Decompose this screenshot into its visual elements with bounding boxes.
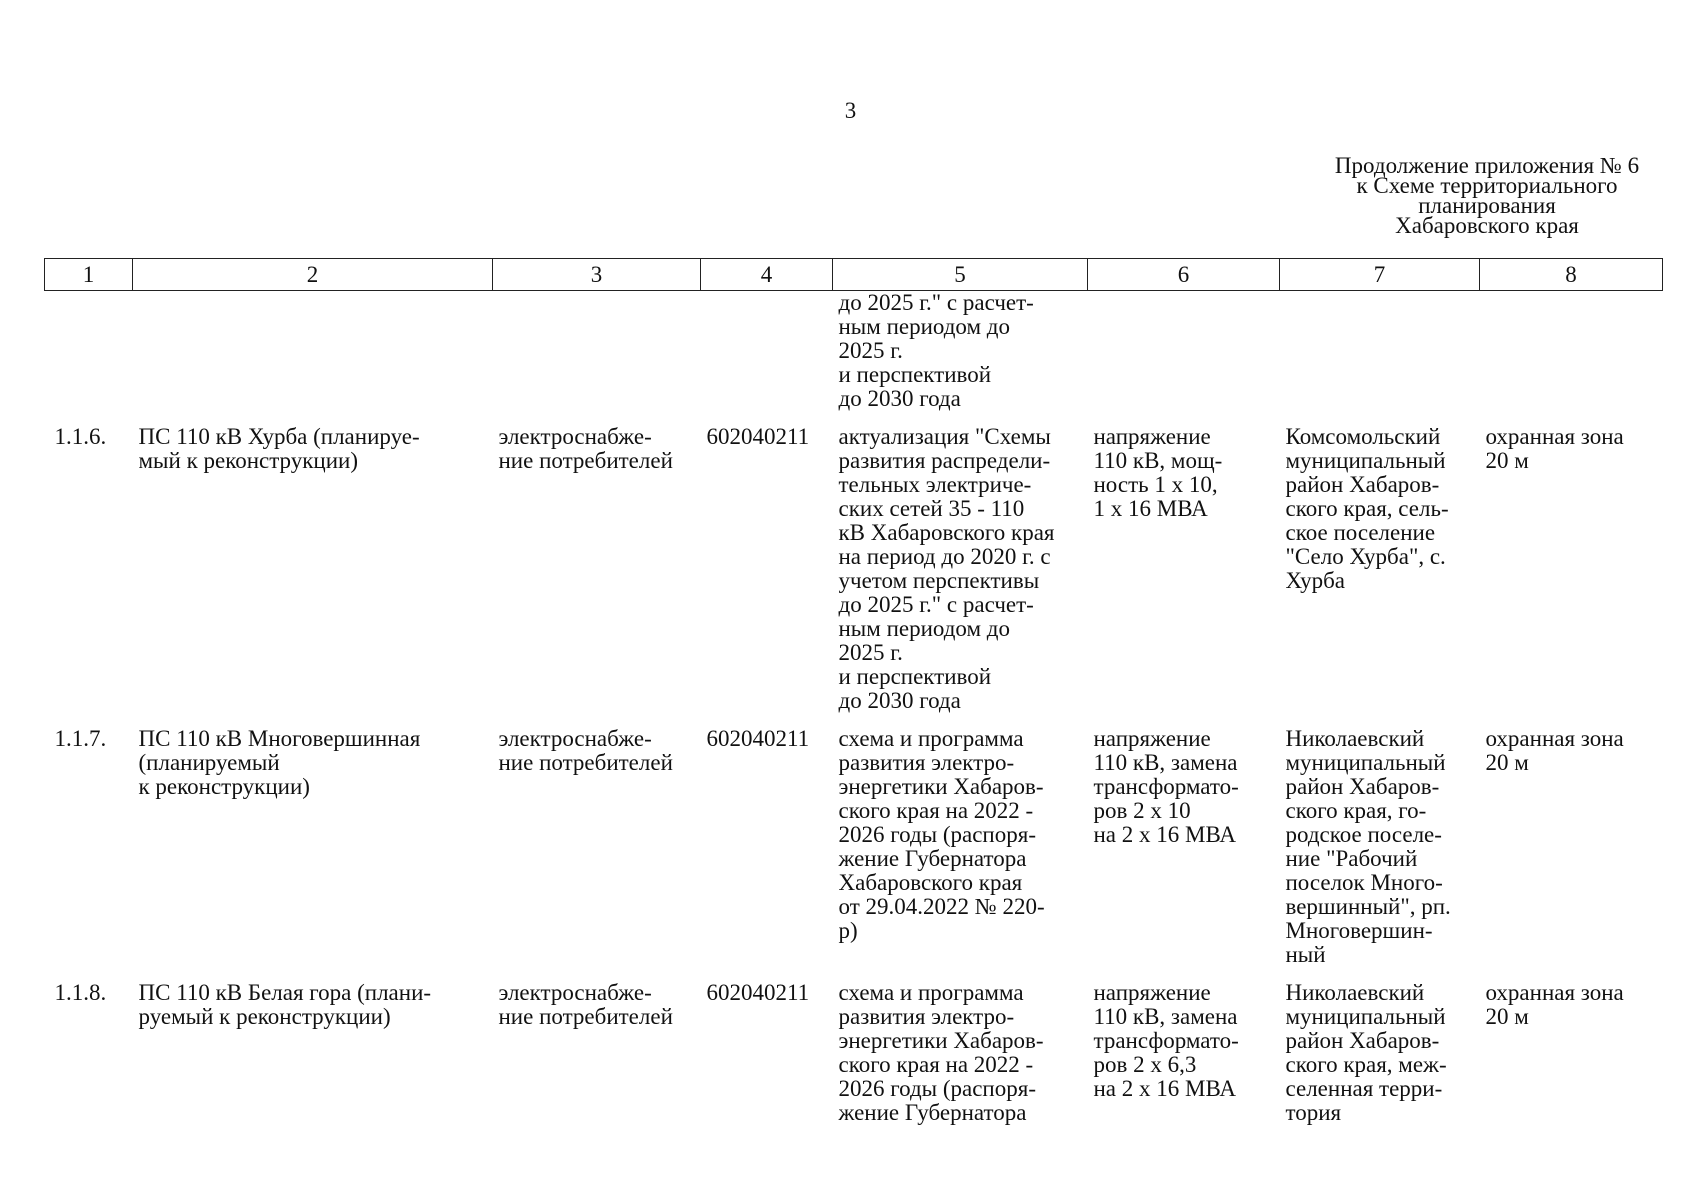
- object-name-cell: ПС 110 кВ Хурба (планируе- мый к реконструкции): [138, 424, 420, 473]
- object-name-cell: ПС 110 кВ Белая гора (плани- руемый к реконструкции): [138, 980, 432, 1029]
- basis-cell: до 2025 г." с расчет- ным периодом до 2025 г. и перспективой до 2030 года: [838, 290, 1034, 411]
- code-cell: 602040211: [706, 980, 810, 1005]
- appendix-caption-line: Продолжение приложения № 6: [1334, 153, 1640, 178]
- characteristics-cell: напряжение 110 кВ, замена трансформато- ров 2 х 6,3 на 2 х 16 МВА: [1093, 980, 1239, 1101]
- column-number-header: 8: [1480, 259, 1663, 291]
- column-number-header: 6: [1088, 259, 1280, 291]
- table-row: [45, 727, 1663, 981]
- table-row: [45, 981, 1663, 1139]
- code-cell: 602040211: [706, 424, 810, 449]
- zone-cell: охранная зона 20 м: [1485, 726, 1624, 775]
- location-cell: Николаевский муниципальный район Хабаров- ского края, меж- селенная терри- тория: [1285, 980, 1447, 1125]
- zone-cell: охранная зона 20 м: [1485, 424, 1624, 473]
- purpose-cell: электроснабже- ние потребителей: [498, 424, 673, 473]
- appendix-caption-line: планирования: [1418, 193, 1556, 218]
- basis-cell: схема и программа развития электро- энергетики Хабаров- ского края на 2022 - 2026 годы (распоря- жение Губернатора Хабаровского края от 29.04.2022 № 220- р): [838, 726, 1045, 943]
- basis-cell: схема и программа развития электро- энергетики Хабаров- ского края на 2022 - 2026 годы (распоря- жение Губернатора: [838, 980, 1044, 1125]
- item-number-cell: 1.1.7.: [54, 726, 107, 751]
- appendix-caption-line: к Схеме территориального: [1356, 173, 1618, 198]
- location-cell: Комсомольский муниципальный район Хабаров- ского края, сель- ское поселение "Село Хурба", с. Хурба: [1285, 424, 1449, 593]
- column-number-header: 3: [493, 259, 701, 291]
- location-cell: Николаевский муниципальный район Хабаров- ского края, го- родское поселе- ние "Рабочий поселок Много- вершинный", рп. Многовершин- ный: [1285, 726, 1451, 967]
- zone-cell: охранная зона 20 м: [1485, 980, 1624, 1029]
- page-number: 3: [844, 98, 857, 123]
- item-number-cell: 1.1.8.: [54, 980, 107, 1005]
- table-row: [45, 425, 1663, 727]
- column-number-header: 5: [833, 259, 1088, 291]
- appendix-caption: [1307, 153, 1667, 238]
- object-name-cell: ПС 110 кВ Многовершинная (планируемый к реконструкции): [138, 726, 421, 799]
- column-number-header: 2: [133, 259, 493, 291]
- item-number-cell: 1.1.6.: [54, 424, 107, 449]
- characteristics-cell: напряжение 110 кВ, замена трансформато- ров 2 х 10 на 2 х 16 МВА: [1093, 726, 1239, 847]
- column-number-header: 1: [45, 259, 133, 291]
- column-number-header: 7: [1280, 259, 1480, 291]
- column-number-row: [45, 259, 1663, 291]
- column-number-header: 4: [701, 259, 833, 291]
- code-cell: 602040211: [706, 726, 810, 751]
- characteristics-cell: напряжение 110 кВ, мощ- ность 1 х 10, 1 х 16 МВА: [1093, 424, 1223, 521]
- purpose-cell: электроснабже- ние потребителей: [498, 726, 673, 775]
- basis-cell: актуализация "Схемы развития распредели- тельных электриче- ских сетей 35 - 110 кВ Хабаровского края на период до 2020 г. с учетом перспективы до 2025 г." с расчет- ным периодом до 2025 г. и перспективой до 2030 года: [838, 424, 1055, 713]
- appendix-caption-line: Хабаровского края: [1395, 213, 1579, 238]
- table-row-continuation: [45, 291, 1663, 426]
- purpose-cell: электроснабже- ние потребителей: [498, 980, 673, 1029]
- objects-table: [44, 258, 1663, 1139]
